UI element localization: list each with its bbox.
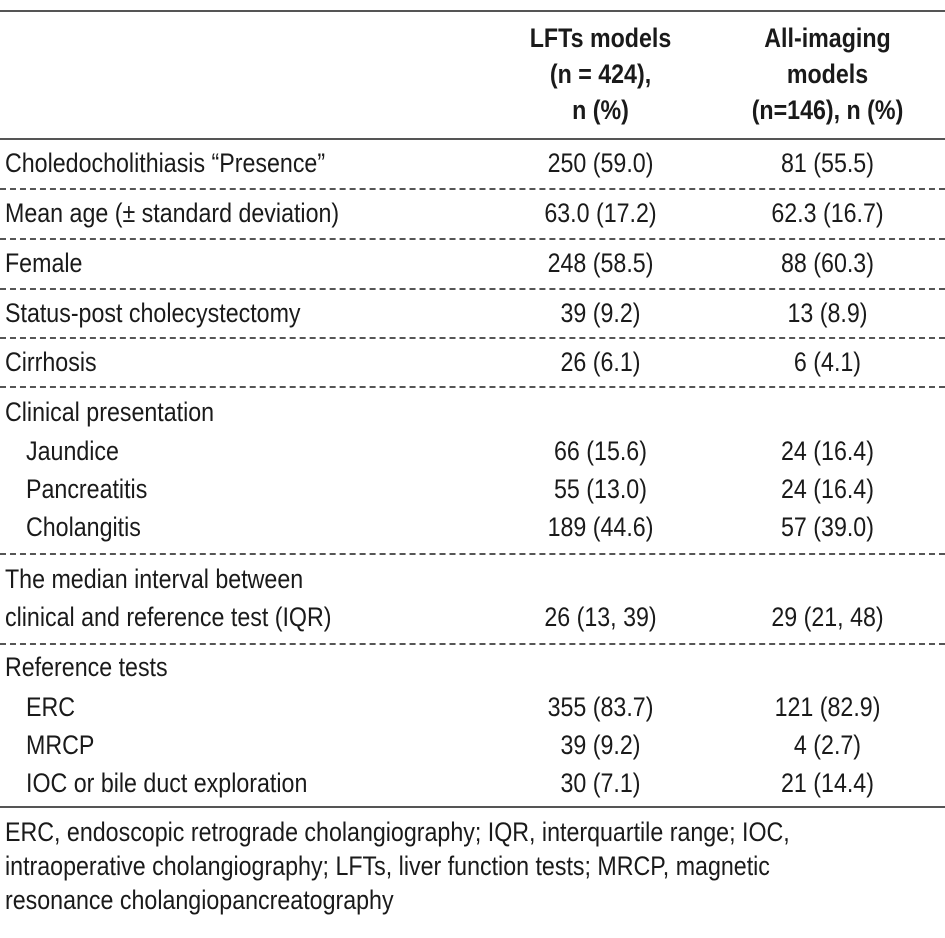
section-title-clinical: Clinical presentation: [5, 397, 215, 427]
row-label: Mean age (± standard deviation): [5, 198, 340, 228]
row-label: Choledocholithiasis “Presence”: [5, 148, 326, 178]
row-label: clinical and reference test (IQR): [5, 602, 332, 632]
row-label: Cirrhosis: [5, 347, 97, 377]
row-value-all-imaging: 57 (39.0): [781, 512, 874, 542]
row-divider: [0, 288, 945, 290]
row-label: Status-post cholecystectomy: [5, 298, 301, 328]
row-value-lfts: 63.0 (17.2): [544, 198, 657, 228]
row-value-all-imaging: 88 (60.3): [781, 248, 874, 278]
row-value-lfts: 26 (13, 39): [544, 602, 657, 632]
row-value-all-imaging: 24 (16.4): [781, 474, 874, 504]
column-header-lfts: LFTs models (n = 424), n (%): [529, 23, 672, 125]
row-value-lfts: 355 (83.7): [547, 692, 654, 722]
row-divider: [0, 188, 945, 190]
row-label: Female: [5, 248, 83, 278]
row-label: The median interval between: [5, 564, 304, 594]
row-divider: [0, 553, 945, 555]
row-value-all-imaging: 21 (14.4): [781, 768, 874, 798]
row-value-lfts: 55 (13.0): [554, 474, 647, 504]
table-footnote: ERC, endoscopic retrograde cholangiography; IQR, interquartile range; IOC, intraoperative cholangiography; LFTs, liver function tests; MRCP, magnetic resonance cholangiopancreatography: [5, 817, 790, 915]
row-value-all-imaging: 6 (4.1): [793, 347, 862, 377]
row-value-all-imaging: 62.3 (16.7): [771, 198, 884, 228]
row-divider: [0, 643, 945, 645]
bottom-rule: [0, 806, 945, 808]
row-value-all-imaging: 24 (16.4): [781, 436, 874, 466]
row-label: Jaundice: [26, 436, 119, 466]
row-value-lfts: 250 (59.0): [547, 148, 654, 178]
row-value-lfts: 30 (7.1): [560, 768, 641, 798]
row-value-lfts: 39 (9.2): [560, 730, 641, 760]
row-value-all-imaging: 121 (82.9): [774, 692, 881, 722]
row-label: Pancreatitis: [26, 474, 148, 504]
top-rule: [0, 10, 945, 12]
row-label: Cholangitis: [26, 512, 141, 542]
row-value-all-imaging: 81 (55.5): [781, 148, 874, 178]
row-divider: [0, 337, 945, 339]
row-value-all-imaging: 29 (21, 48): [771, 602, 884, 632]
row-divider: [0, 386, 945, 388]
header-rule: [0, 138, 945, 140]
row-divider: [0, 238, 945, 240]
row-label: ERC: [26, 692, 76, 722]
row-value-all-imaging: 13 (8.9): [787, 298, 868, 328]
row-value-lfts: 26 (6.1): [560, 347, 641, 377]
row-value-lfts: 248 (58.5): [547, 248, 654, 278]
column-header-all-imaging: All-imaging models (n=146), n (%): [751, 23, 904, 125]
section-title-reference: Reference tests: [5, 652, 168, 682]
row-label: MRCP: [26, 730, 95, 760]
row-value-all-imaging: 4 (2.7): [793, 730, 862, 760]
row-label: IOC or bile duct exploration: [26, 768, 308, 798]
row-value-lfts: 66 (15.6): [554, 436, 647, 466]
row-value-lfts: 189 (44.6): [547, 512, 654, 542]
row-value-lfts: 39 (9.2): [560, 298, 641, 328]
